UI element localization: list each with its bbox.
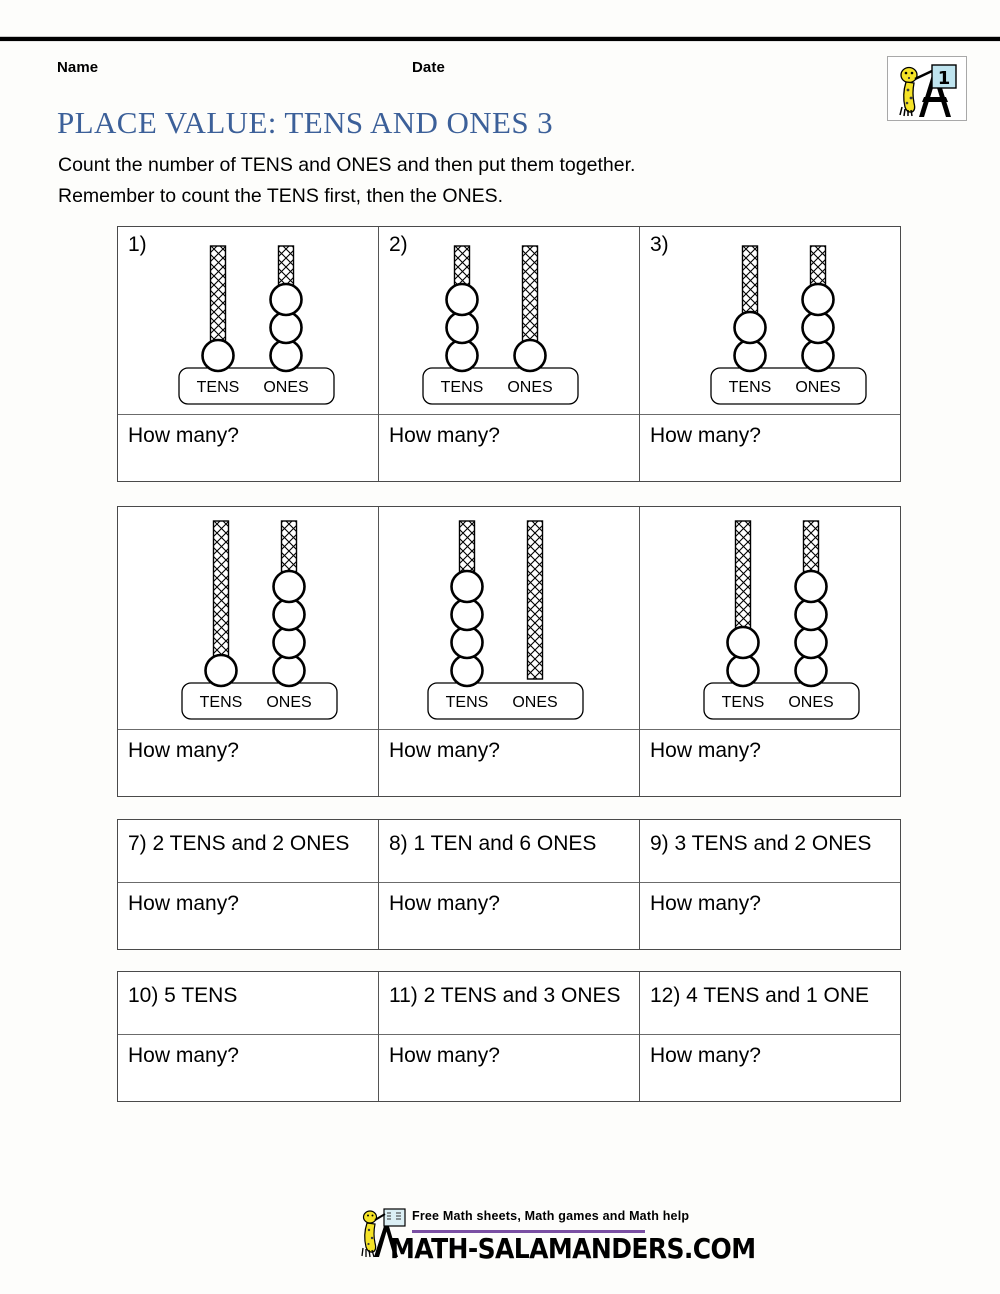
answer-prompt-7[interactable]: How many? (128, 892, 239, 915)
problem-number-3: 3) (650, 233, 669, 256)
svg-text:TENS: TENS (721, 694, 765, 711)
svg-text:ONES: ONES (512, 694, 558, 711)
abacus-3 (710, 240, 900, 408)
svg-text:1: 1 (937, 68, 951, 89)
svg-text:TENS: TENS (199, 694, 243, 711)
problem-statement-8: 8) 1 TEN and 6 ONES (379, 820, 639, 883)
svg-text:ONES: ONES (788, 694, 834, 711)
footer-url[interactable]: MATH-SALAMANDERS.COM (390, 1232, 756, 1265)
problem-number-2: 2) (389, 233, 408, 256)
svg-text:ONES: ONES (266, 694, 312, 711)
svg-text:TENS: TENS (728, 379, 772, 396)
abacus-figure-4 (118, 507, 378, 730)
abacus-6 (703, 515, 900, 723)
footer-tagline: Free Math sheets, Math games and Math help (412, 1209, 690, 1223)
svg-text:ONES: ONES (507, 379, 553, 396)
svg-text:TENS: TENS (196, 379, 240, 396)
problem-cell-11 (379, 972, 640, 1101)
name-date-row (57, 59, 857, 76)
problem-number-1: 1) (128, 233, 147, 256)
page-title: PLACE VALUE: TENS AND ONES 3 (57, 105, 554, 140)
problem-statement-10: 10) 5 TENS (118, 972, 378, 1035)
answer-prompt-6[interactable]: How many? (650, 739, 761, 762)
problem-grid-row-2 (117, 506, 901, 797)
problem-grid-row-3 (117, 819, 901, 950)
abacus-figure-6 (640, 507, 900, 730)
abacus-figure-3 (640, 227, 900, 415)
abacus-5 (427, 515, 627, 723)
problem-statement-9: 9) 3 TENS and 2 ONES (640, 820, 900, 883)
problem-cell-5 (379, 507, 640, 796)
problem-statement-12: 12) 4 TENS and 1 ONE (640, 972, 900, 1035)
abacus-1 (178, 240, 378, 408)
svg-text:TENS: TENS (440, 379, 484, 396)
answer-prompt-11[interactable]: How many? (389, 1044, 500, 1067)
problem-grid-row-1 (117, 226, 901, 482)
problem-cell-6 (640, 507, 900, 796)
footer (0, 1203, 1000, 1270)
svg-text:ONES: ONES (795, 379, 841, 396)
answer-prompt-2[interactable]: How many? (389, 424, 500, 447)
problem-cell-4 (118, 507, 379, 796)
name-label: Name (57, 59, 99, 76)
instruction-line-2: Remember to count the TENS first, then the ONES. (58, 185, 504, 207)
abacus-4 (181, 515, 378, 723)
answer-prompt-12[interactable]: How many? (650, 1044, 761, 1067)
answer-prompt-3[interactable]: How many? (650, 424, 761, 447)
problem-grid-row-4 (117, 971, 901, 1102)
abacus-figure-2 (379, 227, 639, 415)
answer-prompt-8[interactable]: How many? (389, 892, 500, 915)
problem-cell-12 (640, 972, 900, 1101)
instruction-line-1: Count the number of TENS and ONES and then put them together. (58, 154, 636, 176)
header-divider-rule (0, 36, 1000, 42)
abacus-figure-5 (379, 507, 639, 730)
answer-prompt-10[interactable]: How many? (128, 1044, 239, 1067)
problem-cell-7 (118, 820, 379, 949)
abacus-figure-1 (118, 227, 378, 415)
svg-text:TENS: TENS (445, 694, 489, 711)
problem-cell-9 (640, 820, 900, 949)
math-salamanders-logo-icon (887, 56, 967, 121)
problem-cell-1 (118, 227, 379, 481)
answer-prompt-1[interactable]: How many? (128, 424, 239, 447)
problem-statement-7: 7) 2 TENS and 2 ONES (118, 820, 378, 883)
instructions (58, 150, 635, 212)
problem-statement-11: 11) 2 TENS and 3 ONES (379, 972, 639, 1035)
date-label: Date (412, 59, 445, 76)
problem-cell-8 (379, 820, 640, 949)
problem-cell-3 (640, 227, 900, 481)
problem-cell-10 (118, 972, 379, 1101)
answer-prompt-5[interactable]: How many? (389, 739, 500, 762)
svg-text:ONES: ONES (263, 379, 309, 396)
abacus-2 (422, 240, 622, 408)
problem-cell-2 (379, 227, 640, 481)
answer-prompt-4[interactable]: How many? (128, 739, 239, 762)
answer-prompt-9[interactable]: How many? (650, 892, 761, 915)
